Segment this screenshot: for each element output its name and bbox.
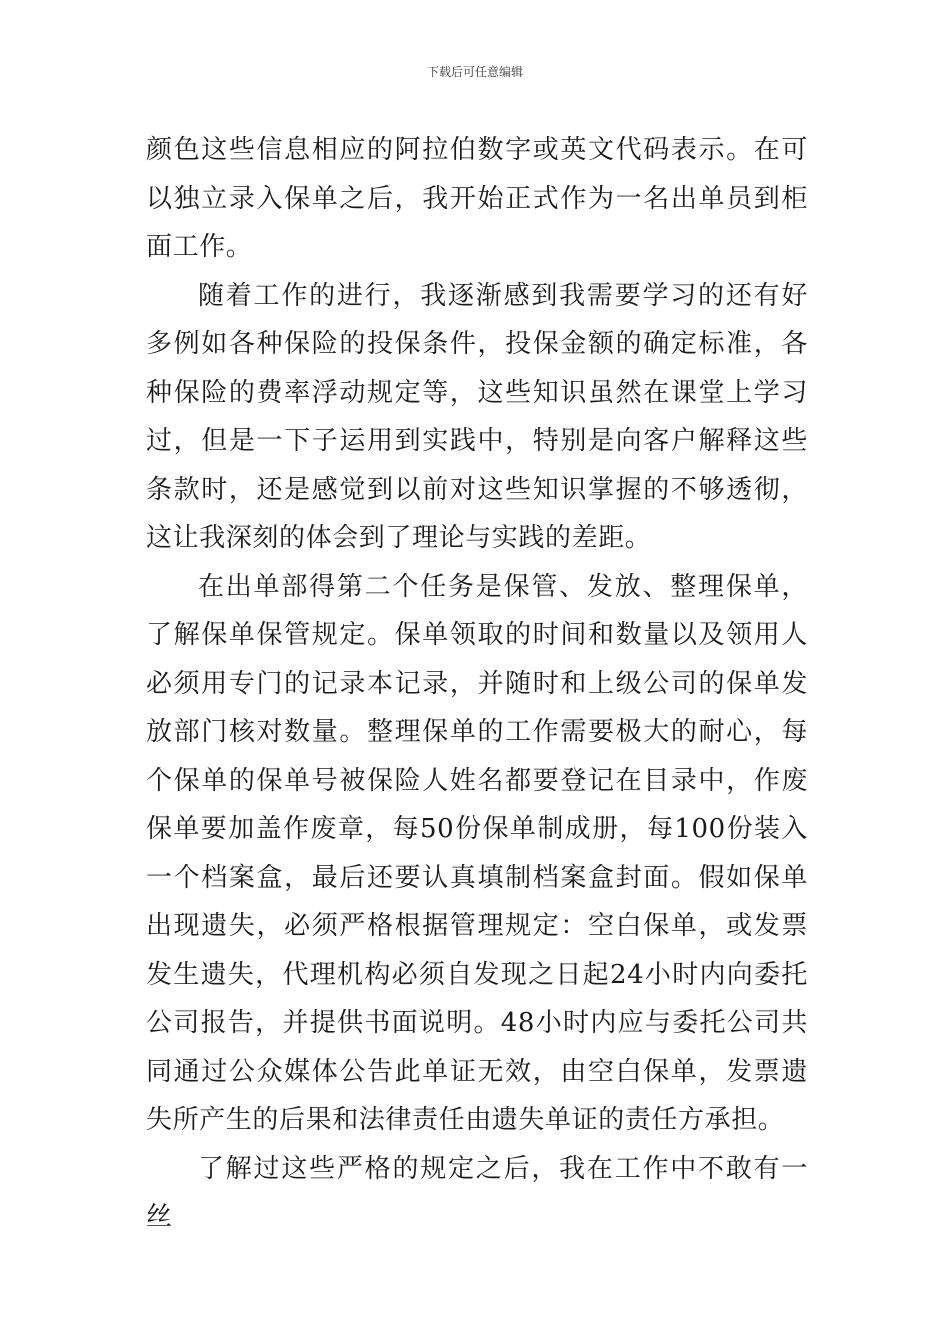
paragraph: 了解过这些严格的规定之后，我在工作中不敢有一丝 (146, 1153, 808, 1232)
page-header: 下载后可任意编辑 (426, 65, 523, 79)
paragraph: 在出单部得第二个任务是保管、发放、整理保单，了解保单保管规定。保单领取的时间和数量以及领用人必须用专门的记录本记录，并随时和上级公司的保单发放部门核对数量。整理保单的工作需要极大的耐心，每个保单的保单号被保险人姓名都要登记在目录中，作废保单要加盖作废章，每50份保单制成册，每100份装入一个档案盒，最后还要认真填制档案盒封面。假如保单出现遗失，必须严格根据管理规定：空白保单，或发票发生遗失，代理机构必须自发现之日起24小时内向委托公司报告，并提供书面说明。48小时内应与委托公司共同通过公众媒体公告此单证无效，由空白保单，发票遗失所产生的后果和法律责任由遗失单证的责任方承担。 (146, 571, 808, 1135)
document-body (146, 126, 808, 1242)
paragraph: 颜色这些信息相应的阿拉伯数字或英文代码表示。在可以独立录入保单之后，我开始正式作为一名出单员到柜面工作。 (146, 135, 808, 262)
paragraph: 随着工作的进行，我逐渐感到我需要学习的还有好多例如各种保险的投保条件，投保金额的确定标准，各种保险的费率浮动规定等，这些知识虽然在课堂上学习过，但是一下子运用到实践中，特别是向客户解释这些条款时，还是感觉到以前对这些知识掌握的不够透彻，这让我深刻的体会到了理论与实践的差距。 (146, 280, 808, 553)
